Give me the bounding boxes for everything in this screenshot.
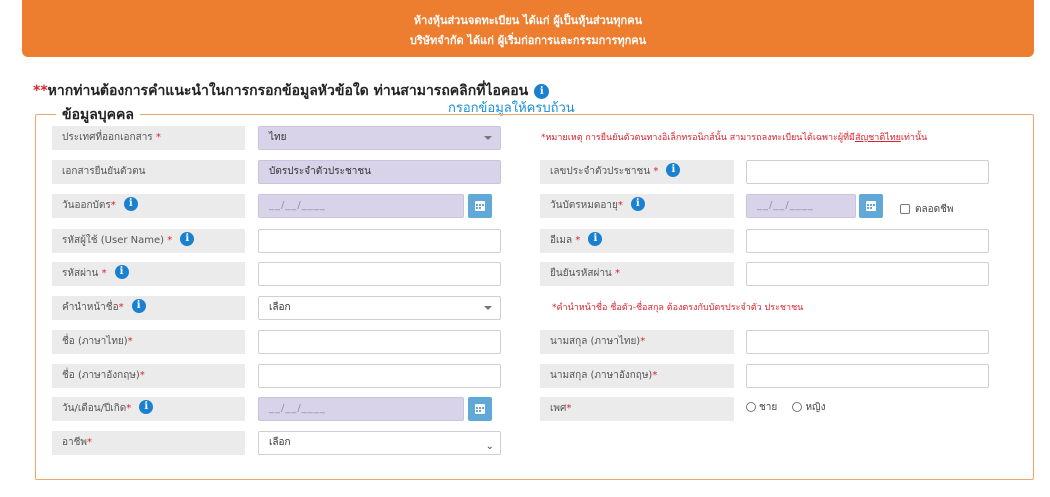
- gender-radio-group: [746, 400, 837, 415]
- thai-only-note: *หมายเหตุ การยืนยันตัวตนทางอิเล็กทรอนิกส์นั้น สามารถลงทะเบียนได้เฉพาะผู้ที่มีสัญชาติไทยเท่านั้น: [541, 133, 928, 143]
- hint-subtext: กรอกข้อมูลให้ครบถ้วน: [448, 101, 575, 116]
- label-issue-date: วันออกบัตร* i: [52, 194, 245, 218]
- issue-date-input[interactable]: __/__/____: [258, 194, 464, 218]
- label-occupation: อาชีพ*: [52, 431, 245, 455]
- section-title: ข้อมูลบุคคล: [56, 104, 140, 126]
- id-doc-field[interactable]: บัตรประจำตัวประชาชน: [258, 160, 501, 184]
- banner-line-1: ห้างหุ้นส่วนจดทะเบียน ได้แก่ ผู้เป็นหุ้นส่วนทุกคน: [413, 14, 643, 27]
- expiry-date-calendar-button[interactable]: [859, 194, 883, 218]
- id-number-input[interactable]: [746, 160, 989, 184]
- hint-stars: **: [33, 83, 48, 99]
- label-first-name-th: ชื่อ (ภาษาไทย)*: [52, 330, 245, 354]
- label-expiry-date: วันบัตรหมดอายุ* i: [540, 194, 734, 218]
- caret-down-icon: [484, 136, 492, 140]
- info-icon[interactable]: i: [180, 232, 194, 246]
- calendar-icon: [475, 404, 485, 414]
- info-icon[interactable]: i: [132, 299, 146, 313]
- info-icon[interactable]: i: [666, 163, 680, 177]
- last-name-th-input[interactable]: [746, 330, 989, 354]
- label-id-number: เลขประจำตัวประชาชน * i: [540, 160, 734, 184]
- label-confirm-password: ยืนยันรหัสผ่าน *: [540, 262, 734, 286]
- info-icon[interactable]: i: [631, 197, 645, 211]
- notice-banner: [22, 0, 1034, 57]
- label-gender: เพศ*: [540, 397, 734, 421]
- password-input[interactable]: [258, 262, 501, 286]
- info-icon[interactable]: i: [124, 197, 138, 211]
- chevron-down-icon: ⌄: [485, 441, 494, 452]
- caret-down-icon: [484, 306, 492, 310]
- username-input[interactable]: [258, 229, 501, 253]
- banner-line-2: บริษัทจำกัด ได้แก่ ผู้เริ่มก่อการและกรรมการทุกคน: [409, 34, 647, 47]
- label-title: คำนำหน้าชื่อ* i: [52, 296, 245, 320]
- birth-date-input[interactable]: __/__/____: [258, 397, 464, 421]
- lifetime-checkbox[interactable]: ตลอดชีพ: [900, 202, 954, 217]
- gender-male-option[interactable]: ชาย: [746, 400, 777, 415]
- hint-text: หากท่านต้องการคำแนะนำในการกรอกข้อมูลหัวข้อใด ท่านสามารถคลิกที่ไอคอน: [47, 83, 529, 99]
- issue-date-calendar-button[interactable]: [468, 194, 492, 218]
- thai-nationality-link[interactable]: สัญชาติไทย: [855, 133, 901, 143]
- label-email: อีเมล * i: [540, 229, 734, 253]
- label-doc-country: ประเทศที่ออกเอกสาร *: [52, 126, 245, 150]
- label-first-name-en: ชื่อ (ภาษาอังกฤษ)*: [52, 364, 245, 388]
- email-input[interactable]: [746, 229, 989, 253]
- radio-male[interactable]: [746, 402, 756, 412]
- gender-female-option[interactable]: หญิง: [792, 400, 825, 415]
- occupation-select[interactable]: เลือก ⌄: [258, 431, 501, 455]
- label-last-name-en: นามสกุล (ภาษาอังกฤษ)*: [540, 364, 734, 388]
- info-icon[interactable]: i: [139, 400, 153, 414]
- calendar-icon: [475, 201, 485, 211]
- title-select[interactable]: เลือก: [258, 296, 501, 320]
- calendar-icon: [866, 201, 876, 211]
- label-username: รหัสผู้ใช้ (User Name) * i: [52, 229, 245, 253]
- doc-country-select[interactable]: ไทย: [258, 126, 501, 150]
- birth-date-calendar-button[interactable]: [468, 397, 492, 421]
- label-birth-date: วัน/เดือน/ปีเกิด* i: [52, 397, 245, 421]
- radio-female[interactable]: [792, 402, 802, 412]
- first-name-th-input[interactable]: [258, 330, 501, 354]
- label-id-doc: เอกสารยืนยันตัวตน: [52, 160, 245, 184]
- label-password: รหัสผ่าน * i: [52, 262, 245, 286]
- info-icon[interactable]: i: [534, 84, 549, 99]
- expiry-date-input[interactable]: __/__/____: [746, 194, 856, 218]
- info-icon[interactable]: i: [115, 265, 129, 279]
- checkbox-box[interactable]: [900, 204, 910, 214]
- confirm-password-input[interactable]: [746, 262, 989, 286]
- info-icon[interactable]: i: [588, 232, 602, 246]
- last-name-en-input[interactable]: [746, 364, 989, 388]
- name-match-note: *คำนำหน้าชื่อ ชื่อตัว-ชื่อสกุล ต้องตรงกับบัตรประจำตัว ประชาชน: [552, 303, 804, 313]
- label-last-name-th: นามสกุล (ภาษาไทย)*: [540, 330, 734, 354]
- first-name-en-input[interactable]: [258, 364, 501, 388]
